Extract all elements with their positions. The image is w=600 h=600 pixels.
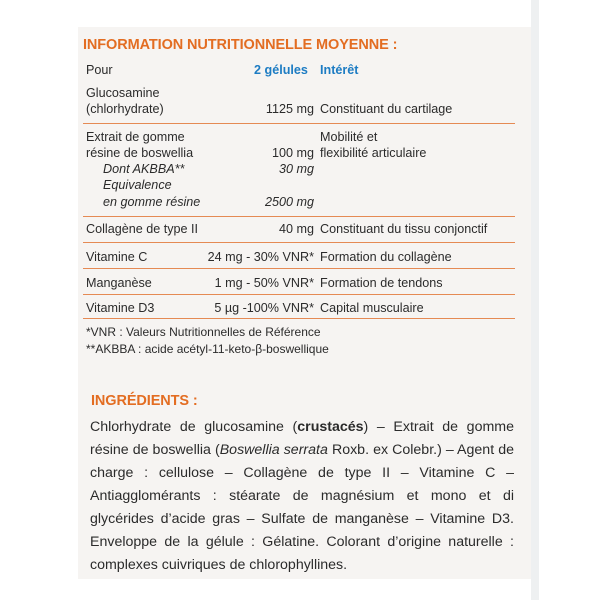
- row-divider: [83, 294, 515, 295]
- row-interest: Mobilité et: [320, 130, 378, 144]
- row-name: Extrait de gomme: [86, 130, 185, 144]
- row-divider: [83, 242, 515, 243]
- row-interest: Constituant du tissu conjonctif: [320, 222, 488, 236]
- row-name: résine de boswellia: [86, 146, 194, 160]
- row-divider: [83, 318, 515, 319]
- row-interest: Constituant du cartilage: [320, 102, 453, 116]
- row-name: Glucosamine: [86, 86, 160, 100]
- row-interest: flexibilité articulaire: [320, 146, 427, 160]
- row-name: (chlorhydrate): [86, 102, 164, 116]
- sub-row-value: 30 mg: [278, 162, 314, 176]
- row-divider: [83, 123, 515, 124]
- row-name: Vitamine C: [86, 250, 148, 264]
- row-value: 1125 mg: [265, 102, 314, 116]
- ingredients-segment: Chlorhydrate de glucosamine (: [90, 419, 298, 435]
- ingredients-allergen: crustacés: [297, 419, 364, 435]
- row-divider: [83, 268, 515, 269]
- sub-row-name: en gomme résine: [103, 195, 201, 209]
- row-divider: [83, 216, 515, 217]
- ingredients-segment: Roxb. ex Colebr.) – Agent de charge : cellulose – Collagène de type II – Vitamine C – Antiagglomérants : stéarate de magnésium et mono et di glycérides d’acide gras – Sulfate de manganèse – Vitamine D3. Enveloppe de la gélule : Gélatine. Colorant d’origine naturelle : complexes cuivriques de chlorophyllines.: [90, 442, 514, 573]
- col-header-interet: Intérêt: [320, 63, 359, 77]
- sub-row-name: Equivalence: [103, 178, 172, 192]
- row-name: Manganèse: [86, 276, 152, 290]
- row-value: 1 mg - 50% VNR*: [214, 276, 314, 290]
- col-header-pour: Pour: [86, 63, 113, 77]
- row-value: 100 mg: [271, 146, 314, 160]
- ingredients-title: INGRÉDIENTS :: [91, 393, 198, 409]
- row-name: Vitamine D3: [86, 301, 155, 315]
- row-interest: Formation du collagène: [320, 250, 452, 264]
- row-interest: Capital musculaire: [320, 301, 424, 315]
- ingredients-text: [90, 416, 514, 577]
- sub-row-value: 2500 mg: [264, 195, 314, 209]
- ingredients-segment: ) – Extrait de gomme résine de boswellia (: [90, 419, 514, 458]
- row-value: 5 µg -100% VNR*: [214, 301, 314, 315]
- footnote-vnr: *VNR : Valeurs Nutritionnelles de Référence: [86, 325, 321, 339]
- row-value: 40 mg: [278, 222, 314, 236]
- col-header-dose: 2 gélules: [254, 63, 308, 77]
- ingredients-latin-name: Boswellia serrata: [219, 442, 328, 458]
- row-value: 24 mg - 30% VNR*: [207, 250, 314, 264]
- nutrition-title: INFORMATION NUTRITIONNELLE MOYENNE :: [83, 37, 398, 53]
- row-name: Collagène de type II: [86, 222, 199, 236]
- sub-row-name: Dont AKBBA**: [103, 162, 185, 176]
- footnote-akbba: **AKBBA : acide acétyl-11-keto-β-boswellique: [86, 342, 329, 356]
- package-edge: [531, 0, 539, 600]
- row-interest: Formation de tendons: [320, 276, 443, 290]
